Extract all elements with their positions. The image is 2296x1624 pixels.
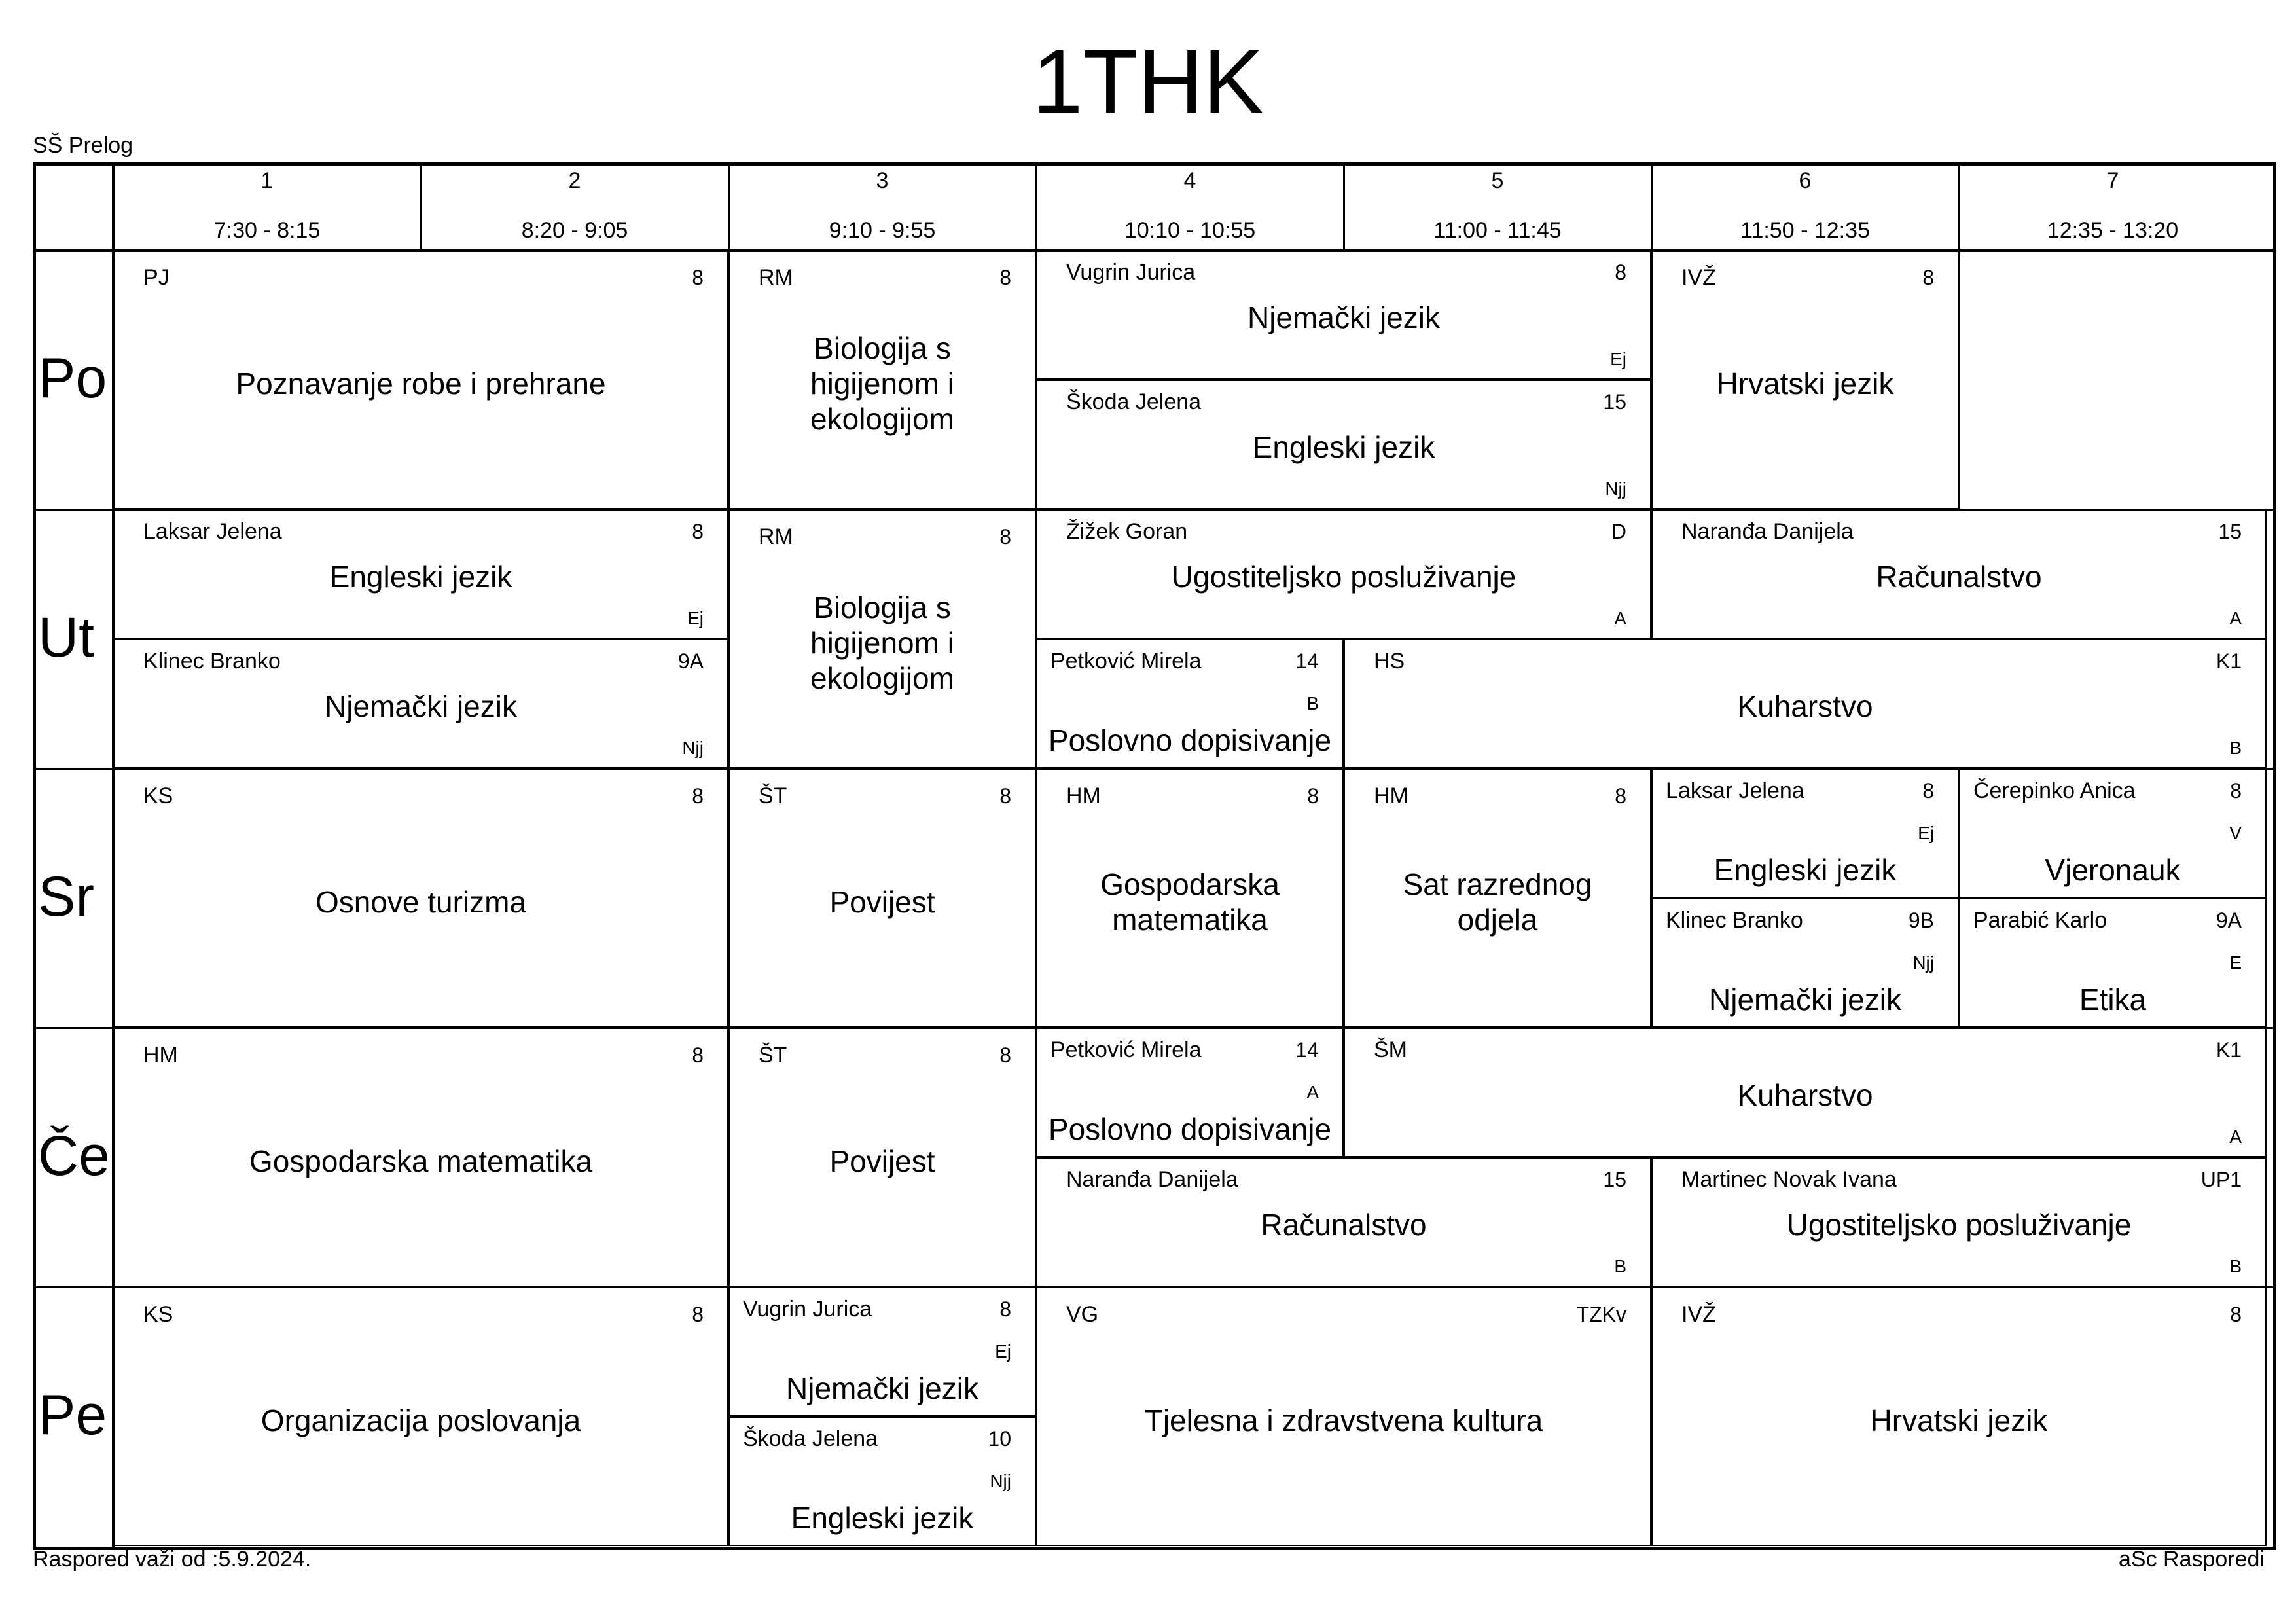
day-label: Če	[38, 1125, 110, 1187]
lesson-subject: Gospodarska matematika	[249, 1144, 593, 1178]
lesson-room: 8	[999, 525, 1011, 549]
lesson-teacher: VG	[1066, 1302, 1099, 1327]
day-label: Po	[38, 347, 107, 410]
lesson-group: Njj	[682, 738, 704, 758]
lesson-room: 8	[2230, 1303, 2242, 1326]
lesson-teacher: IVŽ	[1681, 265, 1716, 290]
lesson-group: A	[2229, 1127, 2242, 1147]
lesson-group: V	[2229, 823, 2242, 843]
lesson-subject: Hrvatski jezik	[1716, 367, 1894, 401]
lesson-room: 8	[1307, 784, 1319, 808]
lesson-room: 14	[1295, 1038, 1319, 1062]
lesson-teacher: Klinec Branko	[143, 649, 281, 674]
lesson-group: B	[1306, 693, 1319, 713]
lesson-group: Ej	[1918, 823, 1934, 843]
lesson-subject: Engleski jezik	[1713, 853, 1897, 887]
lesson-subject: Hrvatski jezik	[1870, 1403, 2048, 1437]
period-number: 5	[1491, 168, 1504, 193]
lesson-subject: Njemački jezik	[1709, 983, 1901, 1017]
lesson-subject: Biologija s higijenom i ekologijom	[810, 590, 954, 695]
lesson-group: Njj	[1605, 478, 1626, 499]
valid-from-note: Raspored važi od :5.9.2024.	[33, 1547, 312, 1572]
lesson-teacher: Naranđa Danijela	[1066, 1167, 1238, 1192]
lesson-group: Njj	[1912, 952, 1934, 973]
lesson-teacher: KS	[143, 784, 173, 808]
lesson-room: 8	[1922, 779, 1934, 803]
lesson-room: 9B	[1908, 909, 1934, 932]
lesson-subject: Poslovno dopisivanje	[1048, 723, 1332, 757]
day-label: Pe	[38, 1384, 107, 1447]
page-title: 1THK	[1032, 31, 1264, 132]
school-name: SŠ Prelog	[33, 133, 134, 158]
period-number: 1	[260, 168, 274, 193]
lesson-room: 8	[2230, 779, 2242, 803]
lesson-teacher: ŠT	[759, 784, 787, 808]
period-time: 7:30 - 8:15	[213, 218, 321, 243]
lesson-room: 15	[1603, 390, 1626, 414]
lesson-teacher: RM	[759, 265, 793, 290]
lesson-subject: Poslovno dopisivanje	[1048, 1112, 1332, 1146]
lesson-room: 15	[2218, 520, 2242, 543]
lesson-teacher: HM	[1066, 784, 1101, 808]
frame-bottom	[33, 1547, 2276, 1550]
lesson-subject: Računalstvo	[1876, 560, 2042, 594]
lesson-subject: Etika	[2079, 983, 2147, 1017]
lesson-group: E	[2229, 952, 2242, 973]
lesson-subject: Kuharstvo	[1737, 1078, 1873, 1112]
brand-label: aSc Rasporedi	[2118, 1547, 2265, 1572]
lesson-group: Ej	[995, 1341, 1011, 1362]
lesson-subject: Povijest	[829, 1144, 935, 1178]
lesson-teacher: Vugrin Jurica	[743, 1297, 872, 1322]
lesson-group: Ej	[1610, 349, 1626, 369]
lesson-teacher: Čerepinko Anica	[1973, 778, 2136, 803]
lesson-teacher: Laksar Jelena	[1666, 778, 1804, 803]
day-label: Sr	[38, 865, 94, 928]
lesson-room: 15	[1603, 1168, 1626, 1191]
period-number: 2	[568, 168, 581, 193]
lesson-teacher: Žižek Goran	[1066, 519, 1188, 544]
lesson-teacher: Petković Mirela	[1050, 649, 1202, 674]
lesson-teacher: Vugrin Jurica	[1066, 260, 1196, 285]
period-time: 10:10 - 10:55	[1124, 218, 1256, 243]
lesson-group: A	[1614, 608, 1626, 628]
lesson-room: 8	[999, 266, 1011, 289]
period-time: 9:10 - 9:55	[829, 218, 936, 243]
period-time: 11:50 - 12:35	[1740, 218, 1870, 243]
lesson-room: 8	[692, 1043, 704, 1067]
lesson-subject: Njemački jezik	[1247, 300, 1440, 334]
lesson-subject: Biologija s higijenom i ekologijom	[810, 331, 954, 436]
lesson-teacher: Naranđa Danijela	[1681, 519, 1854, 544]
lesson-teacher: Parabić Karlo	[1973, 908, 2108, 933]
lesson-group: A	[1306, 1082, 1319, 1102]
lesson-subject: Sat razrednog odjela	[1403, 867, 1592, 937]
lesson-room: 8	[692, 1303, 704, 1326]
lesson-room: 8	[999, 1297, 1011, 1321]
lesson-room: 9A	[677, 649, 704, 673]
day-label: Ut	[38, 606, 94, 669]
lesson-room: 8	[1922, 266, 1934, 289]
lesson-room: 8	[999, 784, 1011, 808]
lesson-subject: Povijest	[829, 885, 935, 919]
lesson-room: K1	[2215, 1038, 2242, 1062]
lesson-subject: Tjelesna i zdravstvena kultura	[1144, 1403, 1543, 1437]
lesson-group: B	[1614, 1256, 1626, 1276]
lesson-subject: Organizacija poslovanja	[260, 1403, 581, 1437]
lesson-room: 10	[988, 1427, 1011, 1451]
frame-top	[33, 162, 2276, 166]
period-number: 3	[876, 168, 889, 193]
lesson-subject: Poznavanje robe i prehrane	[236, 367, 606, 401]
lesson-subject: Ugostiteljsko posluživanje	[1171, 560, 1516, 594]
lesson-teacher: HS	[1374, 649, 1405, 674]
period-time: 8:20 - 9:05	[521, 218, 628, 243]
period-number: 6	[1799, 168, 1812, 193]
lesson-room: 9A	[2215, 909, 2242, 932]
lesson-teacher: HM	[1374, 784, 1408, 808]
lesson-teacher: Škoda Jelena	[743, 1426, 878, 1451]
lesson-room: 8	[692, 520, 704, 543]
lesson-room: 14	[1295, 649, 1319, 673]
frame-left	[33, 162, 36, 1550]
frame-right	[2273, 162, 2276, 1550]
lesson-room: 8	[1615, 784, 1626, 808]
lesson-group: B	[2229, 1256, 2242, 1276]
lesson-teacher: ŠM	[1374, 1038, 1407, 1062]
lesson-subject: Engleski jezik	[1252, 430, 1435, 464]
lesson-group: A	[2229, 608, 2242, 628]
lesson-teacher: KS	[143, 1302, 173, 1327]
lesson-room: K1	[2215, 649, 2242, 673]
lesson-subject: Engleski jezik	[329, 560, 512, 594]
lesson-teacher: IVŽ	[1681, 1302, 1716, 1327]
lesson-subject: Vjeronauk	[2045, 853, 2181, 887]
lesson-subject: Njemački jezik	[786, 1371, 978, 1405]
lesson-teacher: RM	[759, 524, 793, 549]
lesson-subject: Engleski jezik	[791, 1501, 974, 1535]
lesson-room: TZKv	[1576, 1303, 1626, 1326]
lesson-group: Ej	[687, 608, 704, 628]
lesson-group: B	[2229, 738, 2242, 758]
lesson-subject: Osnove turizma	[315, 885, 527, 919]
lesson-subject: Računalstvo	[1261, 1208, 1427, 1242]
lesson-teacher: Laksar Jelena	[143, 519, 282, 544]
lesson-teacher: Petković Mirela	[1050, 1038, 1202, 1062]
lesson-subject: Ugostiteljsko posluživanje	[1786, 1208, 2132, 1242]
lesson-teacher: HM	[143, 1043, 178, 1068]
lesson-teacher: ŠT	[759, 1043, 787, 1068]
lesson-teacher: Klinec Branko	[1666, 908, 1803, 933]
lesson-teacher: Martinec Novak Ivana	[1681, 1167, 1897, 1192]
lesson-subject: Gospodarska matematika	[1100, 867, 1280, 937]
lesson-room: D	[1611, 520, 1626, 543]
period-time: 12:35 - 13:20	[2047, 218, 2179, 243]
lesson-room: UP1	[2200, 1168, 2242, 1191]
period-time: 11:00 - 11:45	[1433, 218, 1562, 243]
lesson-group: Njj	[990, 1471, 1011, 1491]
lesson-room: 8	[692, 784, 704, 808]
lesson-room: 8	[999, 1043, 1011, 1067]
period-number: 4	[1183, 168, 1196, 193]
lesson-teacher: Škoda Jelena	[1066, 389, 1202, 414]
lesson-subject: Njemački jezik	[325, 689, 517, 723]
period-number: 7	[2106, 168, 2119, 193]
lesson-room: 8	[1615, 261, 1626, 284]
lesson-teacher: PJ	[143, 265, 170, 290]
lesson-room: 8	[692, 266, 704, 289]
lesson-subject: Kuharstvo	[1737, 689, 1873, 723]
